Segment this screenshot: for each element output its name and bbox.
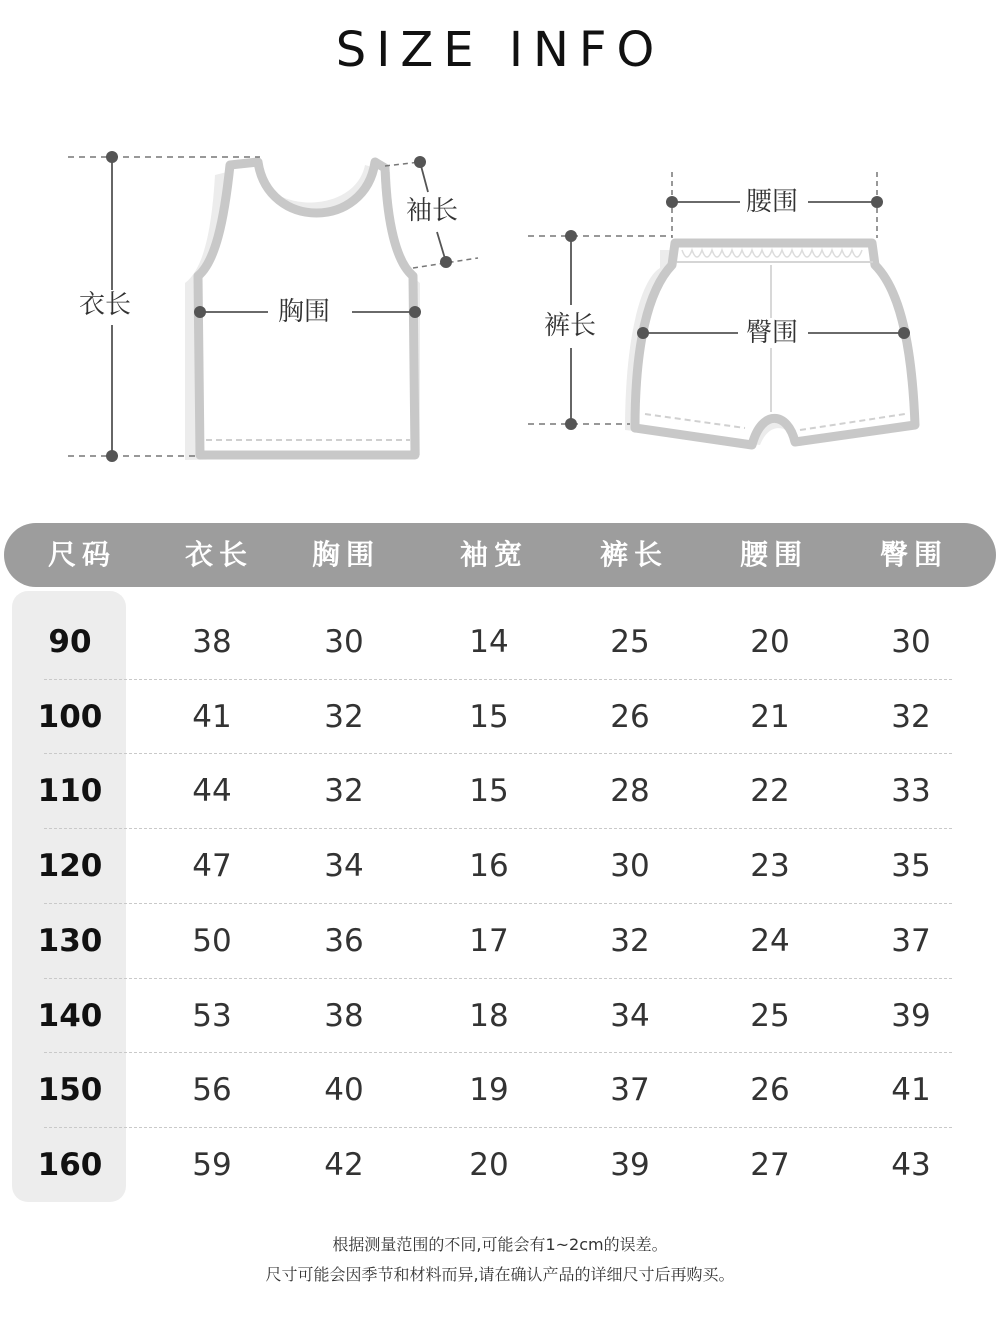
label-sleeve: 袖长 — [400, 196, 464, 226]
table-row — [0, 829, 1000, 904]
header-hip: 臀围 — [879, 538, 948, 571]
cell-pants-length: 28 — [610, 773, 650, 810]
garment-illustration — [0, 0, 1000, 500]
cell-pants-length: 32 — [610, 922, 650, 959]
table-row — [0, 605, 1000, 680]
cell-size: 120 — [37, 848, 103, 885]
cell-sleeve: 15 — [469, 698, 509, 735]
cell-size: 140 — [37, 997, 103, 1034]
header-waist: 腰围 — [739, 538, 808, 571]
cell-hip: 35 — [891, 848, 931, 885]
cell-waist: 21 — [750, 698, 790, 735]
cell-size: 150 — [37, 1072, 103, 1109]
cell-chest: 30 — [324, 624, 364, 660]
cell-sleeve: 15 — [469, 773, 509, 810]
cell-chest: 32 — [324, 773, 364, 810]
note-measurement-error: 根据测量范围的不同,可能会有1~2cm的误差。 — [332, 1235, 668, 1254]
cell-size: 160 — [37, 1146, 103, 1183]
cell-pants-length: 39 — [610, 1146, 650, 1183]
cell-size: 100 — [37, 698, 103, 735]
cell-hip: 33 — [891, 773, 931, 810]
table-row — [0, 1053, 1000, 1128]
cell-hip: 41 — [891, 1072, 931, 1109]
cell-top-length: 44 — [192, 773, 232, 810]
cell-chest: 34 — [324, 848, 364, 885]
cell-top-length: 38 — [192, 624, 232, 660]
cell-size: 130 — [37, 922, 103, 959]
cell-sleeve: 20 — [469, 1146, 509, 1183]
cell-chest: 40 — [324, 1072, 364, 1109]
header-top-length: 衣长 — [184, 538, 253, 571]
cell-top-length: 59 — [192, 1146, 232, 1183]
cell-pants-length: 25 — [610, 624, 650, 660]
cell-top-length: 53 — [192, 997, 232, 1034]
cell-waist: 25 — [750, 997, 790, 1034]
cell-size: 90 — [48, 624, 92, 660]
table-row — [0, 1128, 1000, 1203]
cell-chest: 42 — [324, 1146, 364, 1183]
cell-waist: 22 — [750, 773, 790, 810]
cell-sleeve: 16 — [469, 848, 509, 885]
cell-waist: 23 — [750, 848, 790, 885]
cell-pants-length: 34 — [610, 997, 650, 1034]
cell-sleeve: 19 — [469, 1072, 509, 1109]
label-hip: 臀围 — [740, 318, 804, 348]
cell-sleeve: 17 — [469, 922, 509, 959]
table-row — [0, 979, 1000, 1054]
cell-pants-length: 26 — [610, 698, 650, 735]
note-size-variation: 尺寸可能会因季节和材料而异,请在确认产品的详细尺寸后再购买。 — [265, 1265, 735, 1284]
size-table-header — [4, 523, 996, 587]
cell-hip: 39 — [891, 997, 931, 1034]
cell-waist: 27 — [750, 1146, 790, 1183]
cell-chest: 36 — [324, 922, 364, 959]
cell-hip: 43 — [891, 1146, 931, 1183]
table-row — [0, 754, 1000, 829]
header-sleeve: 袖宽 — [459, 538, 528, 571]
page-title: SIZE INFO — [335, 22, 665, 78]
label-waist: 腰围 — [740, 187, 804, 217]
label-top-length: 衣长 — [73, 290, 137, 320]
cell-chest: 38 — [324, 997, 364, 1034]
cell-waist: 20 — [750, 624, 790, 660]
cell-hip: 37 — [891, 922, 931, 959]
cell-pants-length: 30 — [610, 848, 650, 885]
cell-waist: 26 — [750, 1072, 790, 1109]
cell-chest: 32 — [324, 698, 364, 735]
cell-waist: 24 — [750, 922, 790, 959]
label-pants-length: 裤长 — [538, 311, 602, 341]
label-chest: 胸围 — [272, 297, 336, 327]
header-chest: 胸围 — [311, 538, 380, 571]
cell-top-length: 47 — [192, 848, 232, 885]
header-size: 尺码 — [47, 538, 116, 571]
table-row — [0, 904, 1000, 979]
cell-size: 110 — [37, 773, 103, 810]
cell-top-length: 41 — [192, 698, 232, 735]
cell-sleeve: 14 — [469, 624, 509, 660]
cell-top-length: 50 — [192, 922, 232, 959]
cell-sleeve: 18 — [469, 997, 509, 1034]
cell-hip: 30 — [891, 624, 931, 660]
header-pants-length: 裤长 — [599, 538, 668, 571]
cell-top-length: 56 — [192, 1072, 232, 1109]
table-row — [0, 680, 1000, 755]
cell-hip: 32 — [891, 698, 931, 735]
garment-diagram — [0, 0, 1000, 500]
cell-pants-length: 37 — [610, 1072, 650, 1109]
